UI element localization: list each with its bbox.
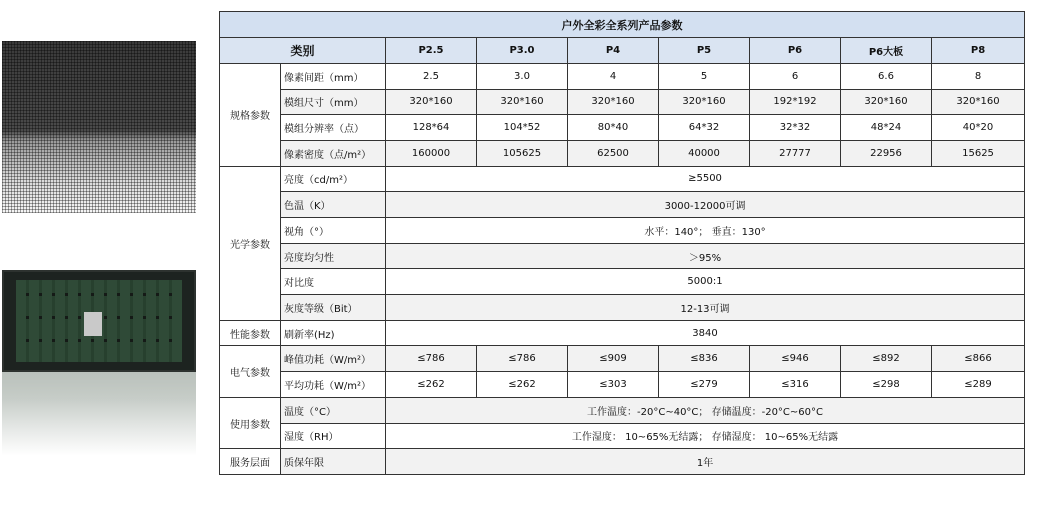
group-performance: 性能参数 [220,320,281,346]
table-row [220,192,1025,218]
param-label: 峰值功耗（W/m²） [281,346,386,372]
table-cell: 40*20 [932,115,1025,141]
table-cell: ≤866 [932,346,1025,372]
table-cell: 22956 [841,140,932,166]
param-label: 温度（°C） [281,397,386,423]
table-cell: 160000 [386,140,477,166]
param-label: 湿度（RH） [281,423,386,449]
table-row [220,295,1025,321]
column-header: P6大板 [841,38,932,64]
table-cell: 4 [568,63,659,89]
table-row [220,449,1025,475]
column-header: P3.0 [477,38,568,64]
table-cell: 64*32 [659,115,750,141]
table-cell: 48*24 [841,115,932,141]
table-row [220,140,1025,166]
table-row [220,243,1025,269]
table-cell: 104*52 [477,115,568,141]
group-service: 服务层面 [220,449,281,475]
table-cell: 128*64 [386,115,477,141]
table-cell: 1年 [386,449,1025,475]
spec-table [219,11,1025,475]
param-label: 视角（°） [281,218,386,244]
param-label: 灰度等级（Bit） [281,295,386,321]
param-label: 质保年限 [281,449,386,475]
table-cell: ≤786 [477,346,568,372]
table-cell: 12-13可调 [386,295,1025,321]
table-row [220,397,1025,423]
param-label: 刷新率(Hz) [281,320,386,346]
table-cell: ≤946 [750,346,841,372]
table-cell: ≤289 [932,372,1025,398]
table-cell: ≤892 [841,346,932,372]
table-cell: 15625 [932,140,1025,166]
table-row [220,269,1025,295]
column-header: P8 [932,38,1025,64]
table-cell: 5 [659,63,750,89]
table-cell: 5000:1 [386,269,1025,295]
table-cell: 32*32 [750,115,841,141]
table-cell: 80*40 [568,115,659,141]
table-cell: ≤262 [386,372,477,398]
table-row [220,89,1025,115]
table-cell: 62500 [568,140,659,166]
param-label: 对比度 [281,269,386,295]
table-cell: 工作温度：-20°C~40°C； 存储温度：-20°C~60°C [386,397,1025,423]
table-cell: ≤262 [477,372,568,398]
table-row [220,63,1025,89]
table-cell: 6.6 [841,63,932,89]
group-spec: 规格参数 [220,63,281,166]
param-label: 像素密度（点/m²） [281,140,386,166]
table-cell: 320*160 [932,89,1025,115]
column-header: P6 [750,38,841,64]
param-label: 平均功耗（W/m²） [281,372,386,398]
table-cell: 水平：140°； 垂直：130° [386,218,1025,244]
led-module-front-image [2,41,196,213]
table-cell: 工作湿度： 10~65%无结露； 存储湿度： 10~65%无结露 [386,423,1025,449]
table-cell: 3000-12000可调 [386,192,1025,218]
table-cell: 105625 [477,140,568,166]
header-row [220,38,1025,64]
table-row [220,346,1025,372]
table-cell: 320*160 [659,89,750,115]
table-cell: ≤836 [659,346,750,372]
table-cell: 320*160 [477,89,568,115]
table-row [220,320,1025,346]
param-label: 亮度均匀性 [281,243,386,269]
table-cell: 6 [750,63,841,89]
group-electrical: 电气参数 [220,346,281,397]
table-cell: 320*160 [841,89,932,115]
table-cell: 320*160 [386,89,477,115]
table-cell: ≤786 [386,346,477,372]
table-cell: 3840 [386,320,1025,346]
column-header: P4 [568,38,659,64]
column-header: P5 [659,38,750,64]
title-row [220,12,1025,38]
table-title: 户外全彩全系列产品参数 [220,12,1025,38]
table-row [220,423,1025,449]
led-module-back-image [2,270,196,455]
param-label: 色温（K） [281,192,386,218]
table-cell: ≤279 [659,372,750,398]
module-reflection [2,372,196,455]
table-row [220,115,1025,141]
group-usage: 使用参数 [220,397,281,448]
column-header: P2.5 [386,38,477,64]
table-cell: 27777 [750,140,841,166]
table-cell: 2.5 [386,63,477,89]
table-cell: ≤316 [750,372,841,398]
table-cell: ＞95% [386,243,1025,269]
module-sticker [84,312,102,336]
table-cell: ≤909 [568,346,659,372]
table-row [220,372,1025,398]
table-row [220,218,1025,244]
table-cell: ≤303 [568,372,659,398]
group-optical: 光学参数 [220,166,281,320]
table-cell: 8 [932,63,1025,89]
param-label: 模组分辨率（点） [281,115,386,141]
table-cell: ≤298 [841,372,932,398]
param-label: 像素间距（mm） [281,63,386,89]
param-label: 亮度（cd/m²） [281,166,386,192]
table-cell: ≥5500 [386,166,1025,192]
table-cell: 192*192 [750,89,841,115]
category-header: 类别 [220,38,386,64]
param-label: 模组尺寸（mm） [281,89,386,115]
table-cell: 3.0 [477,63,568,89]
table-cell: 320*160 [568,89,659,115]
table-cell: 40000 [659,140,750,166]
module-back-panel [2,270,196,372]
table-row [220,166,1025,192]
